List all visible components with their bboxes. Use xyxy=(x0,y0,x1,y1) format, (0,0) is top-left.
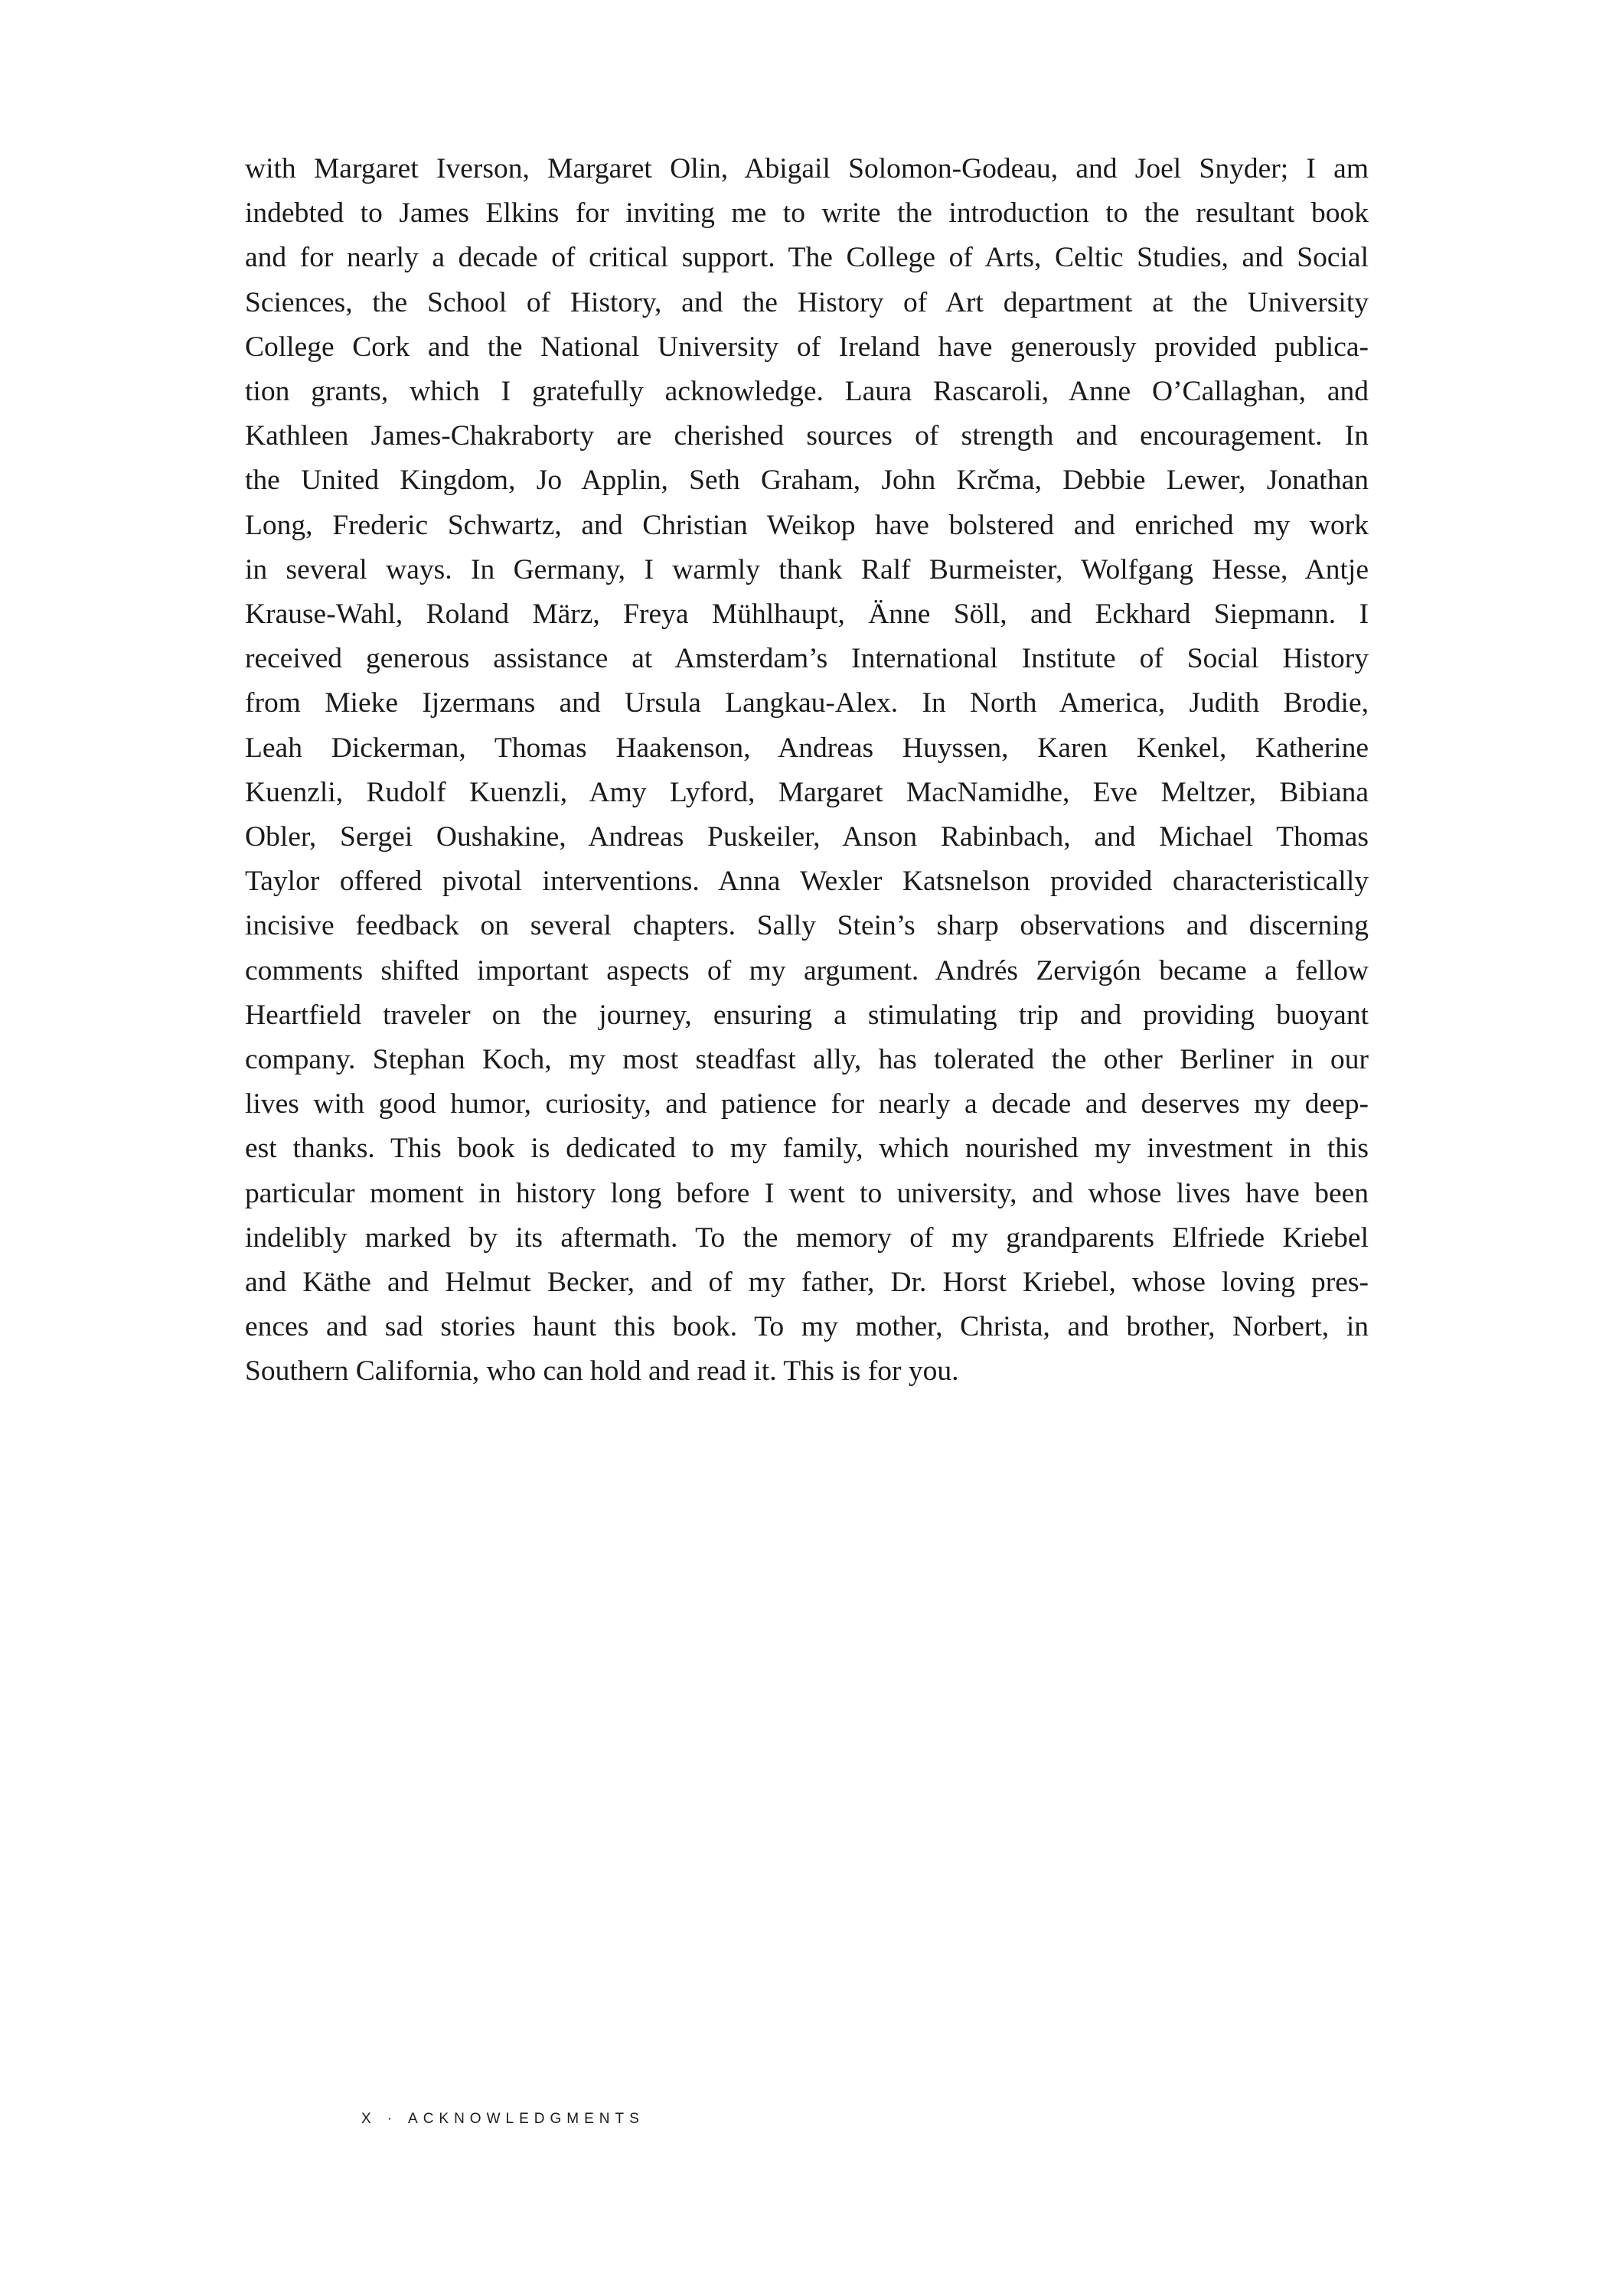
text-line: tion grants, which I gratefully acknowledge. Laura Rascaroli, Anne O’Callaghan, and xyxy=(245,376,1369,408)
text-line: indebted to James Elkins for inviting me to write the introduction to the resultant book xyxy=(245,197,1369,230)
text-line: Leah Dickerman, Thomas Haakenson, Andreas Huyssen, Karen Kenkel, Katherine xyxy=(245,732,1369,764)
text-line: company. Stephan Koch, my most steadfast ally, has tolerated the other Berliner in our xyxy=(245,1044,1369,1076)
text-line: ences and sad stories haunt this book. To my mother, Christa, and brother, Norbert, in xyxy=(245,1311,1369,1343)
text-line: Taylor offered pivotal interventions. Anna Wexler Katsnelson provided characteristically xyxy=(245,866,1369,898)
text-line: lives with good humor, curiosity, and patience for nearly a decade and deserves my deep- xyxy=(245,1088,1369,1120)
text-line: with Margaret Iverson, Margaret Olin, Abigail Solomon-Godeau, and Joel Snyder; I am xyxy=(245,153,1369,184)
text-line: Long, Frederic Schwartz, and Christian Weikop have bolstered and enriched my work xyxy=(245,509,1369,541)
text-line: and for nearly a decade of critical support. The College of Arts, Celtic Studies, and Social xyxy=(245,242,1369,274)
text-line: and Käthe and Helmut Becker, and of my father, Dr. Horst Kriebel, whose loving pres- xyxy=(245,1267,1369,1299)
text-line: Obler, Sergei Oushakine, Andreas Puskeiler, Anson Rabinbach, and Michael Thomas xyxy=(245,821,1369,853)
text-line: indelibly marked by its aftermath. To the memory of my grandparents Elfriede Kriebel xyxy=(245,1221,1369,1254)
text-line: incisive feedback on several chapters. Sally Stein’s sharp observations and discerning xyxy=(245,910,1369,942)
page-number: X xyxy=(361,2111,377,2127)
text-line: particular moment in history long before I went to university, and whose lives have been xyxy=(245,1177,1369,1209)
footer-separator: · xyxy=(387,2111,398,2127)
text-line: est thanks. This book is dedicated to my family, which nourished my investment in this xyxy=(245,1133,1369,1165)
acknowledgments-paragraph xyxy=(245,147,1369,1394)
page-footer xyxy=(361,2111,645,2128)
text-line: Kuenzli, Rudolf Kuenzli, Amy Lyford, Margaret MacNamidhe, Eve Meltzer, Bibiana xyxy=(245,776,1369,808)
running-section-title: ACKNOWLEDGMENTS xyxy=(408,2111,645,2127)
text-line: received generous assistance at Amsterdam’s International Institute of Social History xyxy=(245,643,1369,675)
text-line: comments shifted important aspects of my argument. Andrés Zervigón became a fellow xyxy=(245,954,1369,987)
text-line: Kathleen James-Chakraborty are cherished sources of strength and encouragement. In xyxy=(245,420,1369,452)
text-line: from Mieke Ijzermans and Ursula Langkau-Alex. In North America, Judith Brodie, xyxy=(245,687,1369,719)
text-line: Sciences, the School of History, and the History of Art department at the University xyxy=(245,286,1369,318)
text-line: College Cork and the National University of Ireland have generously provided publica- xyxy=(245,331,1369,363)
text-line: Southern California, who can hold and read it. This is for you. xyxy=(245,1355,959,1388)
text-line: in several ways. In Germany, I warmly thank Ralf Burmeister, Wolfgang Hesse, Antje xyxy=(245,553,1369,585)
text-line: Heartfield traveler on the journey, ensuring a stimulating trip and providing buoyant xyxy=(245,999,1369,1031)
text-line: the United Kingdom, Jo Applin, Seth Graham, John Krčma, Debbie Lewer, Jonathan xyxy=(245,465,1369,497)
text-line: Krause-Wahl, Roland März, Freya Mühlhaupt, Änne Söll, and Eckhard Siepmann. I xyxy=(245,598,1369,631)
